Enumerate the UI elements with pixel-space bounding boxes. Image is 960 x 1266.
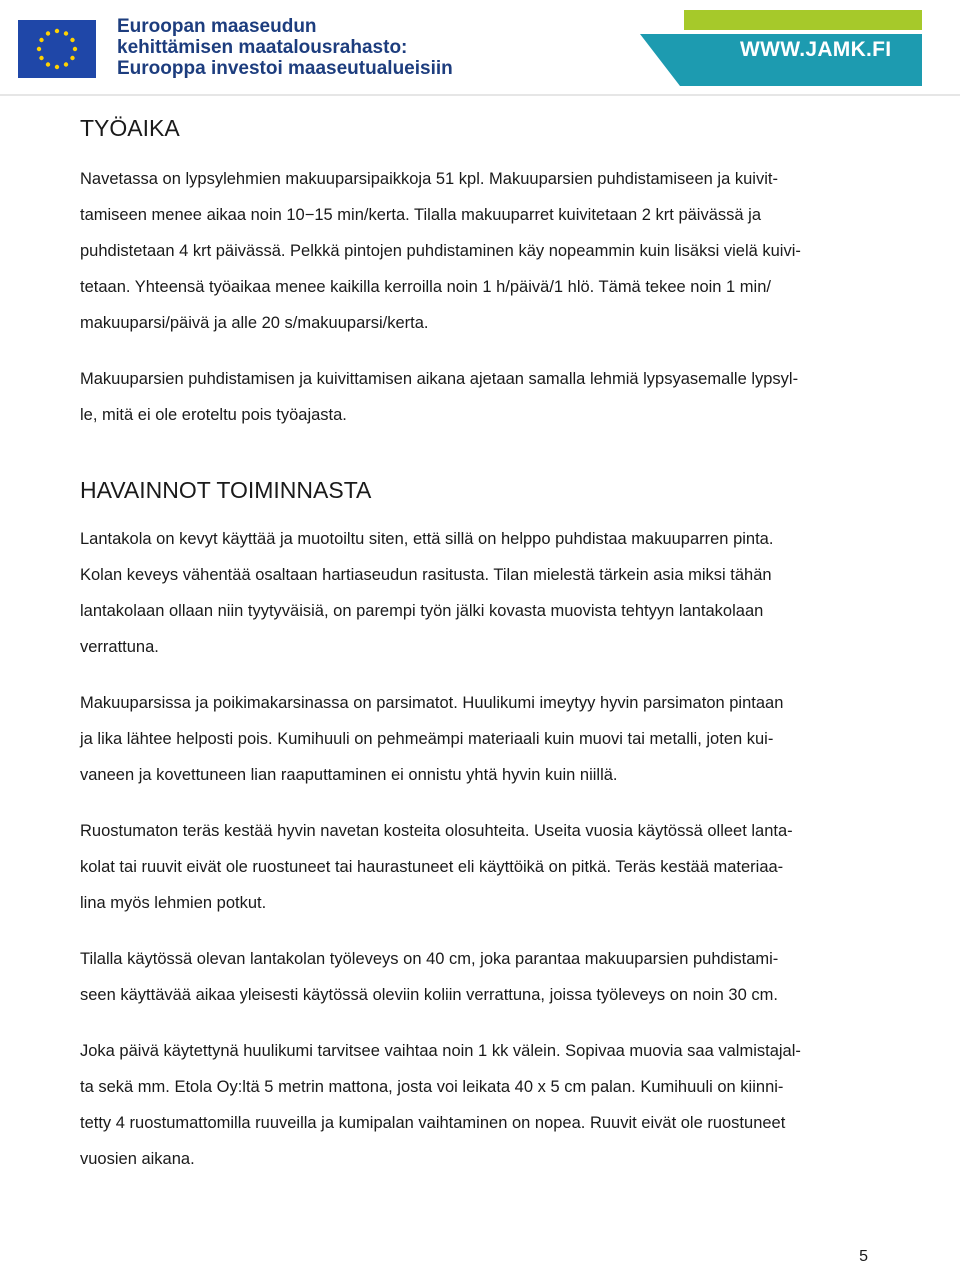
text-line: lina myös lehmien potkut. (80, 894, 267, 912)
text-line: kolat tai ruuvit eivät ole ruostuneet tai haurastuneet eli käyttöikä on pitkä. Teräs kestää materiaa- (80, 858, 784, 876)
text-line: Ruostumaton teräs kestää hyvin navetan kosteita olosuhteita. Useita vuosia käytössä olleet lanta- (80, 822, 793, 840)
fund-name (117, 16, 453, 79)
text-line: vaneen ja kovettuneen lian raaputtaminen ei onnistu yhtä hyvin kuin niillä. (80, 766, 618, 784)
text-line: le, mitä ei ole eroteltu pois työajasta. (80, 406, 347, 424)
text-line: puhdistetaan 4 krt päivässä. Pelkkä pintojen puhdistaminen käy nopeammin kuin lisäksi vielä kuivi- (80, 242, 801, 260)
text-line: Kolan keveys vähentää osaltaan hartiaseudun rasitusta. Tilan mielestä tärkein asia miksi tähän (80, 566, 772, 584)
text-line: tetty 4 ruostumattomilla ruuveilla ja kumipalan vaihtaminen on nopea. Ruuvit eivät ole ruostuneet (80, 1114, 786, 1132)
paragraph (80, 521, 880, 665)
jamk-url[interactable]: WWW.JAMK.FI (740, 38, 892, 61)
text-line: vuosien aikana. (80, 1150, 195, 1168)
text-line: verrattuna. (80, 638, 159, 656)
paragraph (80, 941, 880, 1013)
text-line: tamiseen menee aikaa noin 10−15 min/kerta. Tilalla makuuparret kuivitetaan 2 krt päivässä ja (80, 206, 761, 224)
page-header (0, 0, 960, 96)
text-line: Lantakola on kevyt käyttää ja muotoiltu siten, että sillä on helppo puhdistaa makuuparren pinta. (80, 530, 774, 548)
paragraph (80, 685, 880, 793)
text-line: Navetassa on lypsylehmien makuuparsipaikkoja 51 kpl. Makuuparsien puhdistamiseen ja kuivit- (80, 170, 778, 188)
text-line: makuuparsi/päivä ja alle 20 s/makuuparsi/kerta. (80, 314, 429, 332)
text-line: lantakolaan ollaan niin tyytyväisiä, on parempi työn jälki kovasta muovista tehtyyn lantakolaan (80, 602, 764, 620)
eu-flag-icon (18, 20, 96, 78)
fund-line: Eurooppa investoi maaseutualueisiin (117, 58, 453, 79)
paragraph (80, 361, 880, 433)
page-number: 5 (859, 1248, 868, 1265)
fund-line: Euroopan maaseudun (117, 16, 317, 37)
text-line: tetaan. Yhteensä työaikaa menee kaikilla kerroilla noin 1 h/päivä/1 hlö. Tämä tekee noin 1 min/ (80, 278, 771, 296)
text-line: ta sekä mm. Etola Oy:ltä 5 metrin mattona, josta voi leikata 40 x 5 cm palan. Kumihuuli on kiinni- (80, 1078, 784, 1096)
text-line: Makuuparsissa ja poikimakarsinassa on parsimatot. Huulikumi imeytyy hyvin parsimaton pintaan (80, 694, 784, 712)
header-divider (0, 94, 960, 96)
document-body (80, 113, 880, 1177)
text-line: seen käyttävää aikaa yleisesti käytössä oleviin koliin verrattuna, joissa työleveys on noin 30 cm. (80, 986, 778, 1004)
section-heading: TYÖAIKA (80, 115, 180, 141)
section-heading: HAVAINNOT TOIMINNASTA (80, 477, 372, 503)
text-line: Joka päivä käytettynä huulikumi tarvitsee vaihtaa noin 1 kk välein. Sopivaa muovia saa valmistajal- (80, 1042, 801, 1060)
text-line: Tilalla käytössä olevan lantakolan työleveys on 40 cm, joka parantaa makuuparsien puhdistami- (80, 950, 779, 968)
fund-line: kehittämisen maatalousrahasto: (117, 37, 408, 58)
paragraph (80, 1033, 880, 1177)
paragraph (80, 813, 880, 921)
text-line: Makuuparsien puhdistamisen ja kuivittamisen aikana ajetaan samalla lehmiä lypsyasemalle lypsyl- (80, 370, 799, 388)
text-line: ja lika lähtee helposti pois. Kumihuuli on pehmeämpi materiaali kuin muovi tai metalli, joten kui- (80, 730, 774, 748)
paragraph (80, 161, 880, 341)
